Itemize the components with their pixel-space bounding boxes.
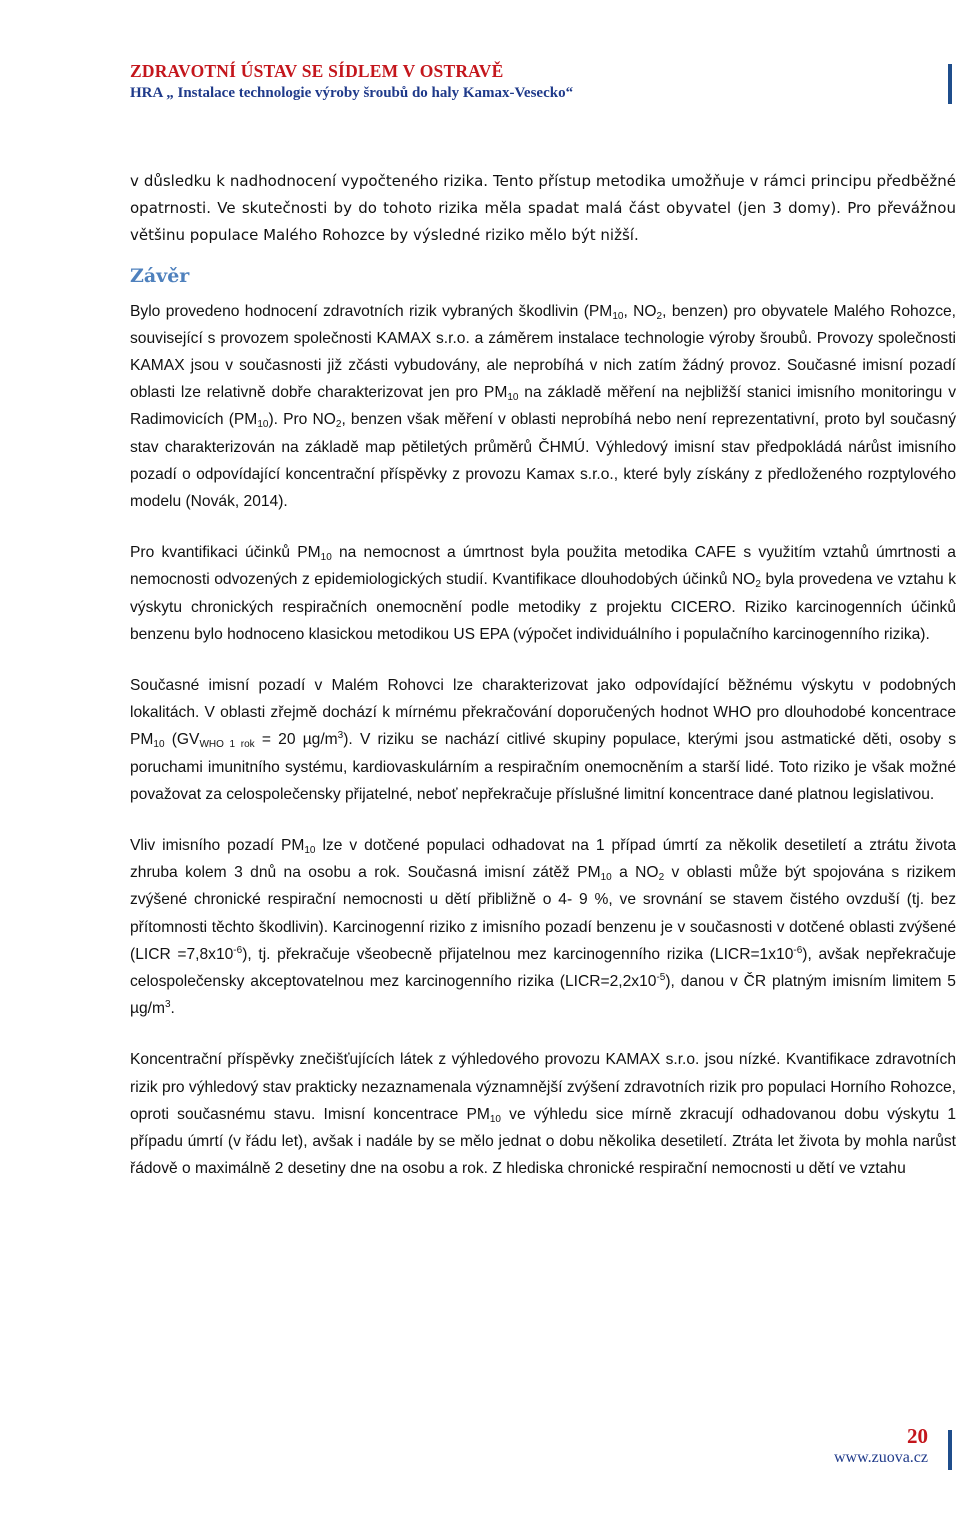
paragraph-3: [130, 672, 956, 808]
header-subtitle: HRA „ Instalace technologie výroby šroubů do haly Kamax-Vesecko“: [130, 85, 574, 101]
subscript: WHO 1 rok: [199, 739, 255, 751]
text-run: ve výhledu sice mírně zkracují odhadovanou dobu výskytu 1 případu úmrtí (v řádu let), avšak i nadále by se mělo jednat o dobu několika desetiletí. Ztráta let života by mohla narůst řádově o maximálně 2 desetiny dne na osobu a rok. Z hlediska chronické respirační nemocnosti u dětí ve vztahu: [130, 1105, 956, 1178]
text-run: Pro kvantifikaci účinků PM: [130, 544, 321, 562]
subscript: 10: [612, 310, 624, 322]
text-run: byla provedena ve vztahu k výskytu chronických respiračních onemocnění podle metodiky z projektu CICERO. Riziko karcinogenních účinků benzenu bylo hodnoceno klasickou metodikou US EPA (výpočet individuálního i populačního karcinogenního rizika).: [130, 571, 956, 643]
subscript: 10: [600, 872, 612, 884]
header-organization: ZDRAVOTNÍ ÚSTAV SE SÍDLEM V OSTRAVĚ: [130, 61, 504, 81]
document-body: [130, 168, 956, 1183]
text-run: ), danou v ČR platným imisním limitem 5 µg/m: [130, 973, 956, 1018]
section-heading: Závěr: [130, 264, 190, 287]
text-run: = 20 µg/m: [254, 731, 338, 749]
text-run: (GV: [164, 731, 200, 749]
text-run: na nemocnost a úmrtnost byla použita metodika CAFE s využitím vztahů úmrtnosti a nemocnosti odvozených z epidemiologických studií. Kvantifikace dlouhodobých účinků NO: [130, 544, 956, 589]
superscript: -6: [233, 944, 243, 956]
text-run: , benzen) pro obyvatele Malého Rohozce, související s provozem společnosti KAMAX s.r.o. a záměrem instalace technologie výroby šroubů. Provozy společnosti KAMAX jsou v současnosti již zčásti vybudovány, ale neprobíhá v nich zatím žádný provoz. Současné imisní pozadí oblasti lze relativně dobře charakterizovat jen pro PM: [130, 302, 956, 402]
paragraph-gap: [130, 515, 956, 539]
text-run: Bylo provedeno hodnocení zdravotních rizik vybraných škodlivin (PM: [130, 302, 613, 320]
intro-paragraph: v důsledku k nadhodnocení vypočteného rizika. Tento přístup metodika umožňuje v rámci principu předběžné opatrnosti. Ve skutečnosti by do tohoto rizika měla spadat malá část obyvatel (jen 3 domy). Pro převážnou většinu populace Malého Rohozce by výsledné riziko mělo být nižší.: [130, 172, 956, 245]
subscript: 2: [335, 419, 342, 431]
superscript: -5: [656, 972, 666, 984]
paragraph-1: [130, 298, 956, 516]
subscript: 10: [304, 845, 316, 857]
text-run: Současné imisní pozadí v Malém Rohovci lze charakterizovat jako odpovídající běžnému výskytu v podobných lokalitách. V oblasti zřejmě dochází k mírnému překračování doporučených hodnot WHO pro dlouhodobé koncentrace PM: [130, 677, 956, 749]
subscript: 10: [320, 552, 332, 564]
paragraph-gap: [130, 648, 956, 672]
paragraph-5: [130, 1046, 956, 1182]
text-run: , NO: [623, 302, 657, 320]
header-accent-bar: [948, 64, 952, 104]
subscript: 2: [656, 310, 663, 322]
subscript: 10: [153, 739, 165, 751]
footer-accent-bar: [948, 1430, 952, 1470]
text-run: Koncentrační příspěvky znečišťujících látek z výhledového provozu KAMAX s.r.o. jsou nízké. Kvantifikace zdravotních rizik pro výhledový stav prakticky nezaznamenala významnější zvýšení zdravotních rizik pro populaci Horního Rohozce, oproti současnému stavu. Imisní koncentrace PM: [130, 1051, 956, 1123]
text-run: , benzen však měření v oblasti neprobíhá nebo není reprezentativní, proto byl současný stav charakterizován na základě map pětiletých průměrů ČHMÚ. Výhledový imisní stav předpokládá nárůst imisního pozadí o odpovídající koncentrační příspěvky z provozu Kamax s.r.o., které byly získány z předloženého rozptylového modelu (Novák, 2014).: [130, 411, 956, 511]
text-run: na základě měření na nejbližší stanici imisního monitoringu v Radimovicích (PM: [130, 384, 956, 429]
text-run: ), tj. překračuje všeobecně přijatelnou mez karcinogenního rizika (LICR=1x10: [242, 945, 794, 963]
subscript: 2: [658, 872, 665, 884]
subscript: 10: [507, 392, 519, 404]
subscript: 2: [755, 579, 761, 591]
subscript: 10: [257, 419, 269, 431]
text-run: ). V riziku se nachází citlivé skupiny populace, kterými jsou astmatické děti, osoby s poruchami imunitního systému, kardiovaskulárním a respiračním onemocněním a starší lidé. Toto riziko je však možné považovat za celospolečensky přijatelné, neboť nepřekračuje příslušné limitní koncentrace dané platnou legislativou.: [130, 731, 956, 803]
superscript: 3: [337, 730, 344, 742]
text-run: lze v dotčené populaci odhadovat na 1 případ úmrtí za několik desetiletí a ztrátu života zhruba kolem 3 dnů na osobu a rok. Současná imisní zátěž PM: [130, 837, 956, 882]
superscript: -6: [793, 944, 803, 956]
text-run: ), avšak nepřekračuje celospolečensky akceptovatelnou mez karcinogenního rizika (LICR=2,2x10: [130, 945, 956, 991]
paragraph-gap: [130, 808, 956, 832]
page-number: 20: [907, 1424, 928, 1448]
text-run: ). Pro NO: [268, 411, 336, 429]
text-run: .: [170, 1000, 175, 1018]
text-run: a NO: [611, 864, 659, 882]
page-header: [130, 60, 930, 104]
text-run: v oblasti může být spojována s rizikem zvýšené chronické respirační nemocnosti u dětí přibližně o 4- 9 %, ve srovnání se stavem čistého ovzduší (tj. bez přítomnosti těchto škodlivin). Karcinogenní riziko z imisního pozadí benzenu je v současnosti v dotčené oblasti zvýšené (LICR =7,8x10: [130, 864, 956, 963]
paragraph-gap: [130, 1022, 956, 1046]
footer-url: www.zuova.cz: [833, 1449, 928, 1466]
text-run: Vliv imisního pozadí PM: [130, 837, 305, 855]
paragraph-2: [130, 539, 956, 648]
subscript: 10: [489, 1113, 501, 1125]
paragraph-4: [130, 832, 956, 1022]
page-footer: [834, 1424, 928, 1468]
superscript: 3: [164, 999, 171, 1011]
